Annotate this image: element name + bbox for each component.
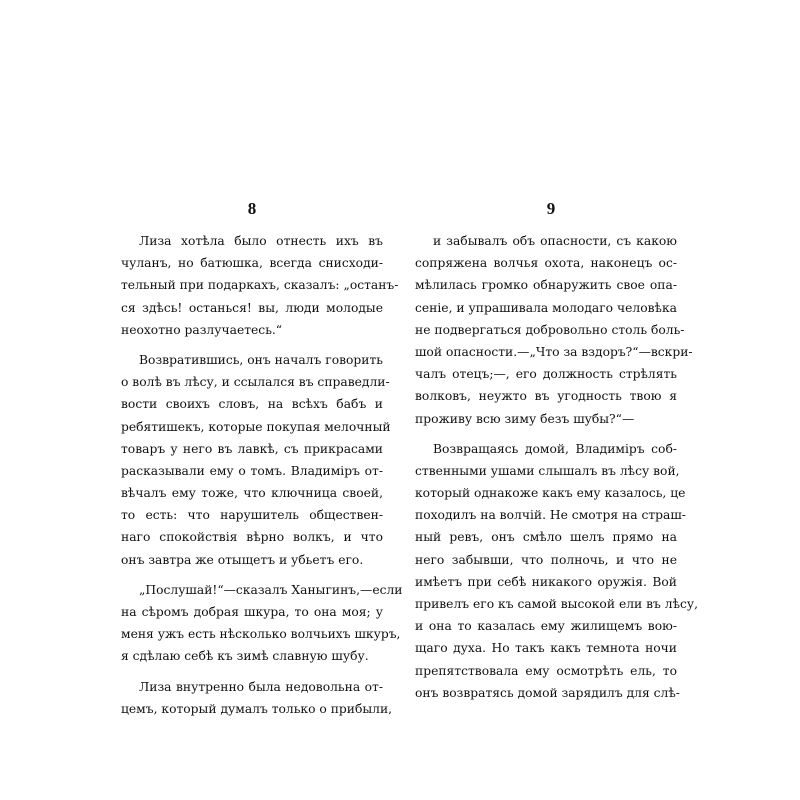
page-number: 8 [247, 199, 257, 218]
text-line: Возвратившись, онъ началъ говорить [139, 352, 383, 367]
text-line: Возвращаясь домой, Владиміръ соб- [433, 441, 677, 456]
paragraph-gap [415, 430, 677, 438]
text-line: ный ревъ, онъ смѣло шелъ прямо на [415, 530, 677, 545]
text-line: расказывали ему о томъ. Владиміръ от- [121, 463, 383, 478]
paragraph [121, 676, 393, 720]
paragraph-gap [121, 668, 383, 676]
text-line: мѣлилась громко обнаружить свое опа- [415, 278, 677, 293]
right-page [415, 198, 699, 704]
text-line: о волѣ въ лѣсу, и ссылался въ справедли- [121, 375, 390, 390]
page-body [121, 230, 403, 720]
text-line: щаго духа. Но такъ какъ темнота ночи [415, 641, 677, 656]
page-body [415, 230, 699, 704]
text-line: тельный при подаркахъ, сказалъ: „останъ- [121, 278, 399, 293]
left-page [121, 198, 403, 720]
text-line: меня ужъ есть нѣсколько волчьихъ шкуръ, [121, 627, 401, 642]
text-line: чалъ отецъ;—, его должность стрѣлять [415, 367, 677, 382]
paragraph [121, 579, 403, 668]
text-line: онъ возвратясь домой зарядилъ для слѣ- [415, 685, 680, 700]
text-line: ственными ушами слышалъ въ лѣсу вой, [415, 463, 680, 478]
paragraph [121, 349, 391, 571]
paragraph [415, 230, 693, 430]
text-line: онъ завтра же отыщетъ и убьетъ его. [121, 552, 364, 567]
text-line: цемъ, который думалъ только о прибыли, [121, 701, 393, 716]
text-line: наго спокойствія вѣрно волкъ, и что [121, 530, 383, 545]
text-line: на сѣромъ добрая шкура, то она моя; у [121, 605, 383, 619]
text-line: него забывши, что полночь, и что не [415, 552, 677, 567]
text-line: походилъ на волчій. Не смотря на страш- [415, 508, 686, 523]
text-line: проживу всю зиму безъ шубы?“— [415, 411, 635, 426]
text-line: привелъ его къ самой высокой ели въ лѣсу, [415, 597, 699, 611]
text-line: имѣетъ при себѣ никакого оружія. Вой [415, 574, 677, 589]
text-line: Лиза хотѣла было отнесть ихъ въ [139, 234, 383, 248]
text-line: ребятишекъ, которые покупая мелочный [121, 419, 391, 434]
text-line: ся здѣсь! останься! вы, люди молодые [121, 300, 383, 315]
text-line: препятствовала ему осмотрѣть ель, то [415, 663, 677, 678]
paragraph-gap [121, 571, 383, 579]
paragraph [121, 230, 399, 341]
text-line: волковъ, неужто въ угодность твою я [415, 389, 677, 404]
text-line: вѣчалъ ему тоже, что ключница своей, [121, 486, 383, 501]
paragraph [415, 438, 699, 704]
page-number: 9 [546, 199, 556, 218]
paragraph-gap [121, 341, 383, 349]
text-line: не подвергаться добровольно столь боль- [415, 322, 685, 337]
text-line: и она то казалась ему жилищемъ вою- [415, 619, 677, 634]
text-line: Лиза внутренно была недовольна от- [139, 679, 383, 694]
text-line: шой опасности.—„Что за вздоръ?“—вскри- [415, 344, 693, 359]
text-line: который однакоже какъ ему казалось, це [415, 486, 686, 501]
text-line: чуланъ, но батюшка, всегда снисходи- [121, 256, 383, 271]
text-line: я сдѣлаю себѣ къ зимѣ славную шубу. [121, 649, 369, 664]
text-line: то есть: что нарушитель обществен- [121, 508, 383, 523]
text-line: товаръ у него въ лавкѣ, съ прикрасами [121, 441, 383, 456]
text-line: сопряжена волчья охота, наконецъ ос- [415, 256, 677, 271]
text-line: сеніе, и упрашивала молодаго человѣка [415, 300, 677, 315]
text-line: и забывалъ объ опасности, съ какою [433, 234, 677, 248]
text-line: „Послушай!“—сказалъ Ханыгинъ,—если [139, 582, 403, 597]
text-line: неохотно разлучаетесь.“ [121, 322, 283, 337]
text-line: вости своихъ словъ, на всѣхъ бабъ и [121, 397, 383, 412]
